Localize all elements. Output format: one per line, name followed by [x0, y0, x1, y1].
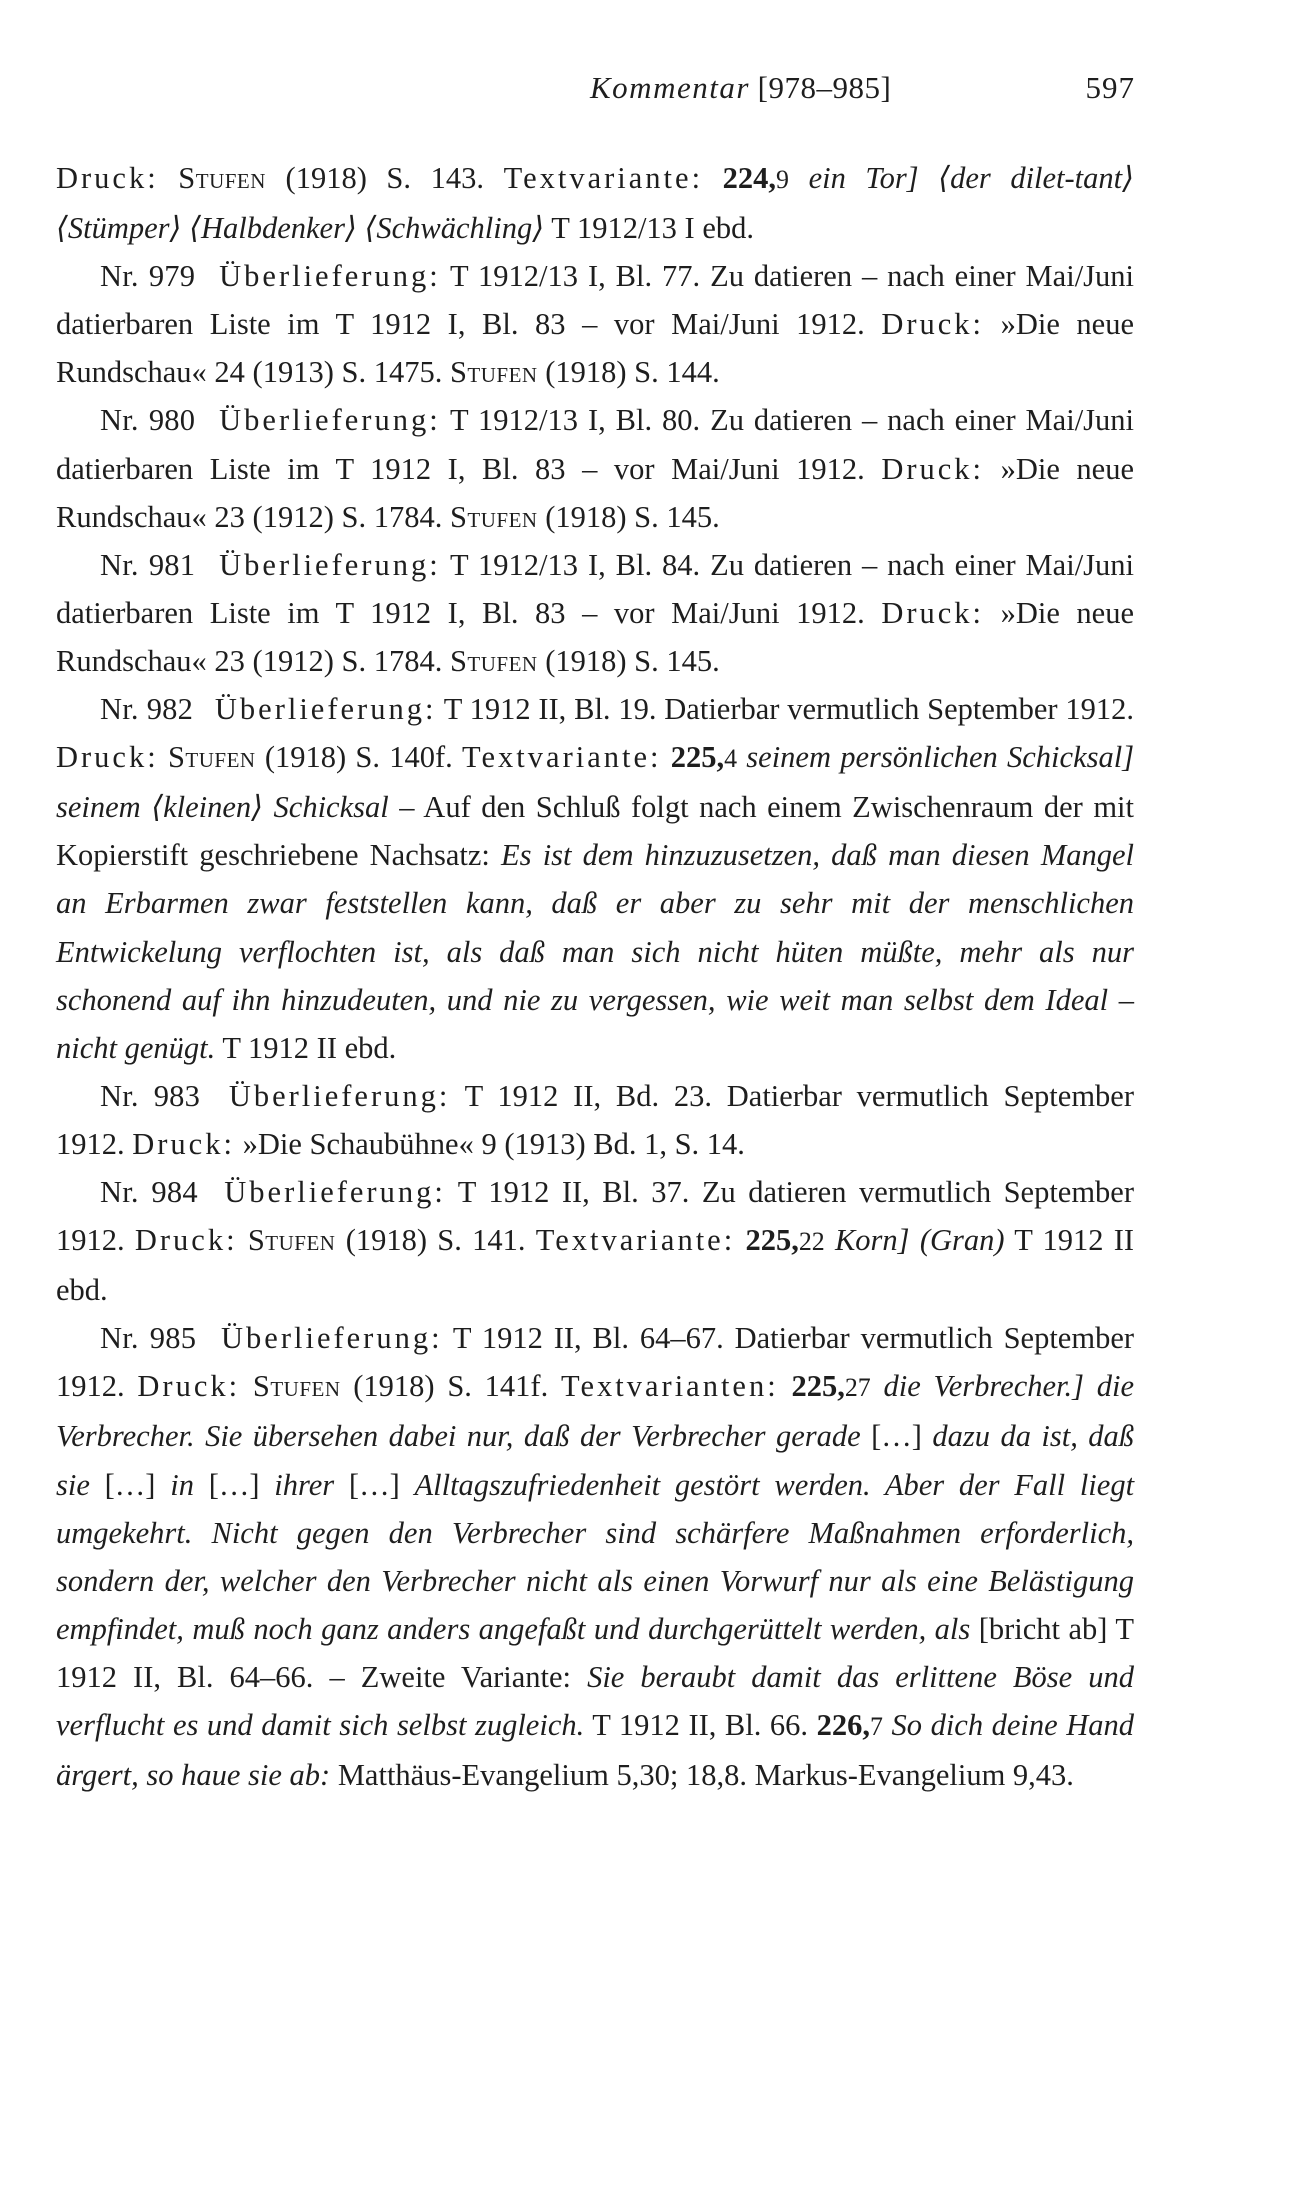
- stufen-title: Stufen: [449, 355, 538, 390]
- textvariante-label: Textvariante:: [462, 740, 662, 775]
- druck-label: Druck:: [881, 451, 985, 486]
- ueberlieferung-text: T 1912/13 I, Bl. 84. Zu datieren – nach einer Mai/Juni datierbaren Liste im T 1912 I, Bl. 83 – vor Mai/Juni 1912.: [56, 547, 1135, 630]
- entry-number: Nr. 981: [100, 547, 196, 582]
- ellipsis-mark: […]: [208, 1467, 260, 1502]
- variant-source: T 1912 II ebd.: [56, 1223, 1135, 1308]
- variant-reading-part-b: dazu da ist, daß sie: [56, 1419, 1135, 1502]
- second-variant-label: – Zweite Variante:: [329, 1659, 572, 1694]
- druck-label: Druck:: [881, 595, 985, 630]
- druck-label: Druck:: [132, 1126, 235, 1161]
- ueberlieferung-label: Überlieferung:: [221, 1321, 443, 1356]
- variant-lemma: seinem persönlichen Schicksal]: [746, 740, 1135, 775]
- stufen-title: Stufen: [247, 1223, 336, 1258]
- entry-number: Nr. 980: [100, 403, 196, 438]
- ellipsis-mark: […]: [871, 1419, 922, 1454]
- bricht-ab-note: [bricht ab]: [978, 1611, 1108, 1646]
- variant-line-ref: 22: [798, 1227, 825, 1257]
- bible-citation: Matthäus-Evangelium 5,30; 18,8. Markus-Evangelium 9,43.: [337, 1758, 1074, 1793]
- druck-citation: »Die neue Rundschau« 24 (1913) S. 1475.: [56, 307, 1135, 390]
- variant-note: – Auf den Schluß folgt nach einem Zwischenraum der mit Kopierstift geschriebene Nachsatz:: [56, 790, 1135, 873]
- variant-page-ref: 225,: [791, 1369, 845, 1404]
- druck-citation: »Die neue Rundschau« 23 (1912) S. 1784.: [56, 595, 1135, 678]
- entry-980: [56, 396, 1134, 540]
- second-variant-reading: Sie beraubt damit das erlittene Böse und verflucht es und damit sich selbst zugleich.: [56, 1659, 1134, 1742]
- ueberlieferung-text: T 1912/13 I, Bl. 77. Zu datieren – nach einer Mai/Juni datierbaren Liste im T 1912 I, Bl. 83 – vor Mai/Juni 1912.: [56, 259, 1135, 342]
- ueberlieferung-text: T 1912 II, Bl. 64–67. Datierbar vermutlich September 1912.: [56, 1321, 1135, 1404]
- variant-line-ref: 27: [844, 1373, 871, 1403]
- entry-number: Nr. 983: [100, 1078, 201, 1113]
- quote-line-ref: 7: [870, 1712, 883, 1741]
- druck-label: Druck:: [56, 740, 159, 775]
- ueberlieferung-text: T 1912 II, Bl. 19. Datierbar vermutlich September 1912.: [443, 692, 1135, 727]
- ellipsis-mark: […]: [104, 1467, 156, 1502]
- druck-label: Druck:: [137, 1369, 241, 1404]
- entry-982: [56, 685, 1134, 1072]
- druck-citation: (1918) S. 143.: [285, 161, 484, 195]
- variant-readings: ⟨der dilet-tant⟩ ⟨Stümper⟩ ⟨Halbdenker⟩ ⟨Schwächling⟩: [56, 161, 1135, 246]
- ellipsis-mark: […]: [348, 1467, 400, 1502]
- entry-number: Nr. 985: [100, 1321, 197, 1356]
- commentary-body: [56, 154, 1134, 1799]
- page-number: 597: [1085, 70, 1135, 105]
- variant-reading-part-a: die Verbrecher. Sie übersehen dabei nur, daß der Verbrecher gerade: [56, 1369, 1135, 1454]
- variant-lemma: ein Tor]: [808, 161, 919, 195]
- ueberlieferung-label: Überlieferung:: [228, 1078, 451, 1113]
- bible-quote: So dich deine Hand ärgert, so haue sie ab:: [56, 1708, 1135, 1793]
- nachsatz-source: T 1912 II ebd.: [222, 1030, 397, 1065]
- stufen-citation: (1918) S. 145.: [545, 499, 720, 534]
- stufen-citation: (1918) S. 145.: [545, 643, 720, 678]
- quote-page-ref: 226,: [816, 1708, 870, 1742]
- variant-page-ref: 225,: [670, 740, 725, 775]
- entry-983: [56, 1072, 1134, 1168]
- variant-reading: (Gran): [919, 1223, 1005, 1258]
- variant-source: T 1912/13 I ebd.: [551, 211, 754, 246]
- entry-number: Nr. 982: [100, 692, 194, 727]
- stufen-citation: (1918) S. 141f.: [353, 1369, 549, 1404]
- entry-978-continuation: [56, 154, 1134, 252]
- stufen-title: Stufen: [449, 643, 538, 678]
- variant-line-ref: 9: [776, 165, 789, 194]
- variant-page-ref: 224,: [722, 161, 777, 195]
- header-title: Kommentar: [590, 70, 750, 105]
- variant-lemma: Korn]: [834, 1223, 910, 1258]
- ueberlieferung-label: Überlieferung:: [224, 1174, 446, 1209]
- header-entry-range: [978–985]: [757, 70, 892, 105]
- second-variant-source: T 1912 II, Bl. 66.: [592, 1708, 809, 1742]
- variant-reading: seinem ⟨kleinen⟩ Schicksal: [56, 790, 389, 825]
- ueberlieferung-label: Überlieferung:: [219, 547, 441, 582]
- variant-reading-part-c: in: [170, 1467, 194, 1502]
- variant-page-ref: 225,: [745, 1223, 799, 1258]
- stufen-title: Stufen: [252, 1369, 341, 1404]
- entry-number: Nr. 979: [100, 259, 196, 294]
- running-header: [590, 68, 1135, 108]
- entry-979: [56, 252, 1134, 396]
- variant-reading-part-d: ihrer: [274, 1467, 335, 1502]
- ueberlieferung-text: T 1912 II, Bl. 37. Zu datieren vermutlich September 1912.: [56, 1174, 1134, 1258]
- textvariante-label: Textvariante:: [535, 1223, 736, 1258]
- druck-citation: »Die Schaubühne« 9 (1913) Bd. 1, S. 14.: [242, 1126, 745, 1161]
- ueberlieferung-label: Überlieferung:: [219, 403, 441, 438]
- druck-citation: »Die neue Rundschau« 23 (1912) S. 1784.: [56, 451, 1135, 534]
- ueberlieferung-label: Überlieferung:: [219, 259, 441, 294]
- druck-label: Druck:: [881, 307, 985, 342]
- textvarianten-label: Textvarianten:: [560, 1369, 779, 1404]
- stufen-citation: (1918) S. 141.: [345, 1223, 526, 1258]
- stufen-title: Stufen: [167, 740, 256, 775]
- ueberlieferung-label: Überlieferung:: [214, 692, 437, 727]
- stufen-title: Stufen: [178, 161, 266, 195]
- entry-number: Nr. 984: [100, 1174, 198, 1209]
- stufen-citation: (1918) S. 140f.: [264, 740, 453, 775]
- entry-981: [56, 541, 1134, 685]
- stufen-title: Stufen: [449, 499, 538, 534]
- nachsatz-quote: Es ist dem hinzuzusetzen, daß man diesen Mangel an Erbarmen zwar feststellen kann, daß er aber zu sehr mit der menschlichen Entwickelung verflochten ist, als daß man sich nicht hüten müßte, mehr als nur schonend auf ihn hinzudeuten, und nie zu vergessen, wie weit man selbst dem Ideal – nicht genügt.: [56, 838, 1134, 1065]
- ueberlieferung-text: T 1912/13 I, Bl. 80. Zu datieren – nach einer Mai/Juni datierbaren Liste im T 1912 I, Bl. 83 – vor Mai/Juni 1912.: [56, 403, 1135, 486]
- ueberlieferung-text: T 1912 II, Bd. 23. Datierbar vermutlich September 1912.: [56, 1078, 1134, 1161]
- druck-label: Druck:: [134, 1223, 238, 1258]
- variant-reading-part-e: Alltagszufriedenheit gestört werden. Aber der Fall liegt umgekehrt. Nicht gegen den Verbrecher sind schärfere Maßnahmen erforderlich, sondern der, welcher den Verbrecher nicht als einen Vorwurf nur als eine Belästigung empfindet, muß noch ganz anders angefaßt und durchgerüttelt werden, als: [56, 1467, 1135, 1646]
- stufen-citation: (1918) S. 144.: [545, 355, 720, 390]
- variant-source: T 1912 II, Bl. 64–66.: [56, 1611, 1135, 1694]
- entry-984: [56, 1168, 1134, 1314]
- entry-985: [56, 1314, 1134, 1799]
- variant-lemma: die Verbrecher.]: [883, 1369, 1085, 1404]
- variant-line-ref: 4: [724, 744, 738, 774]
- druck-label: Druck:: [56, 161, 159, 195]
- textvariante-label: Textvariante:: [503, 161, 704, 195]
